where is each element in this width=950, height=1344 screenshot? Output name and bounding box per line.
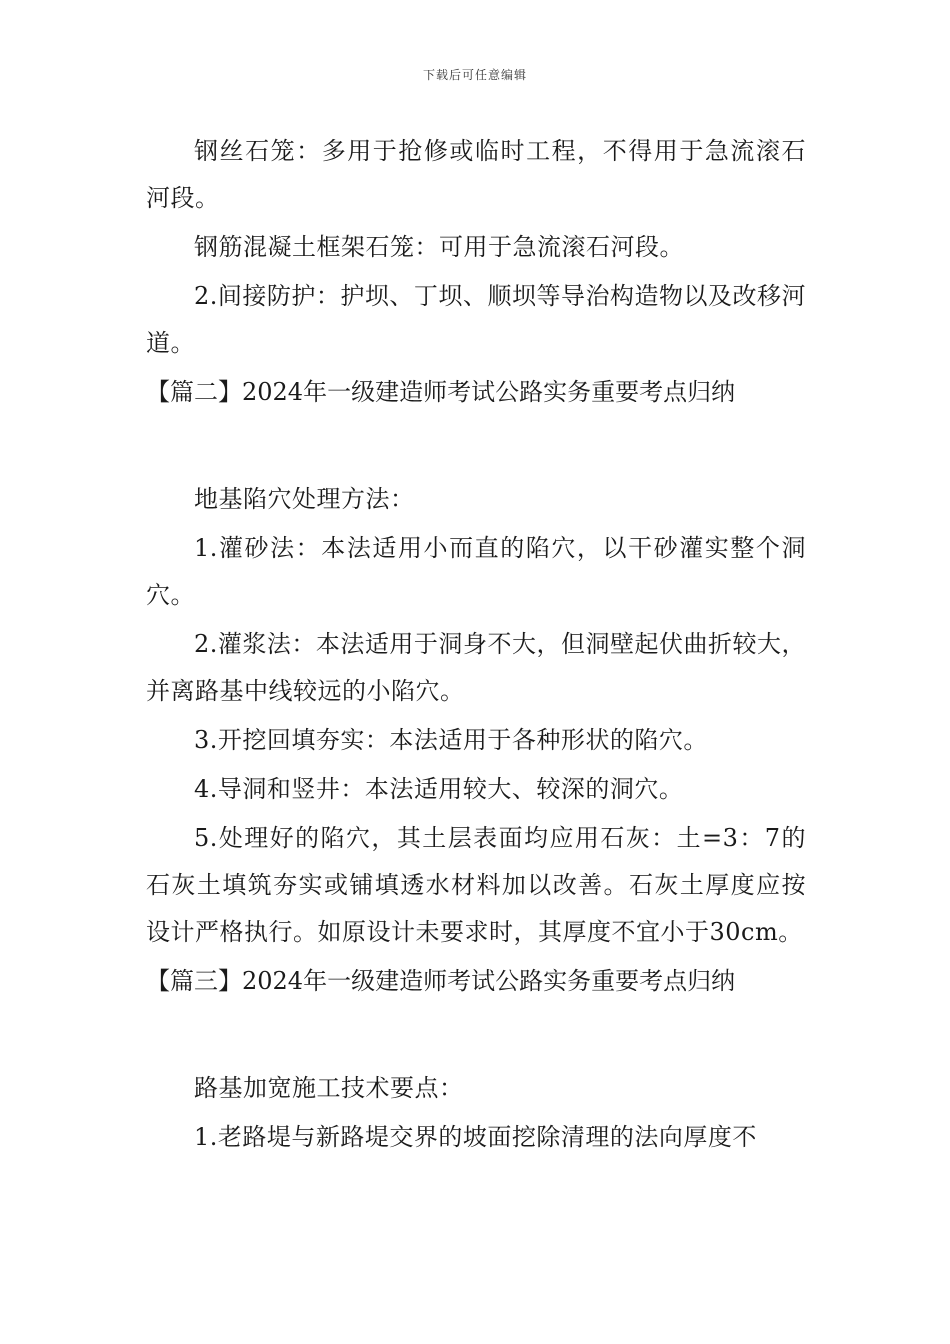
paragraph-rc-frame-gabion: 钢筋混凝土框架石笼：可用于急流滚石河段。	[194, 233, 684, 261]
paragraph-steel-wire-gabion: 钢丝石笼：多用于抢修或临时工程，不得用于急流滚石河段。	[146, 137, 806, 212]
section-heading-part-three: 【篇三】2024年一级建造师考试公路实务重要考点归纳	[146, 967, 736, 995]
paragraph-widening-points: 路基加宽施工技术要点：	[194, 1074, 464, 1102]
paragraph-sinkhole-methods: 地基陷穴处理方法：	[194, 485, 415, 513]
section-heading-part-two: 【篇二】2024年一级建造师考试公路实务重要考点归纳	[146, 378, 736, 406]
paragraph-pilot-tunnel-shaft: 4.导洞和竖井：本法适用较大、较深的洞穴。	[194, 775, 684, 803]
paragraph-excavate-backfill: 3.开挖回填夯实：本法适用于各种形状的陷穴。	[194, 726, 708, 754]
paragraph-old-new-embankment: 1.老路堤与新路堤交界的坡面挖除清理的法向厚度不	[194, 1123, 757, 1151]
header-note: 下载后可任意编辑	[422, 68, 527, 82]
section-spacer	[146, 1005, 806, 1065]
document-body	[146, 128, 806, 1163]
section-spacer	[146, 416, 806, 476]
paragraph-sand-filling: 1.灌砂法：本法适用小而直的陷穴，以干砂灌实整个洞穴。	[146, 534, 806, 609]
paragraph-treated-sinkhole: 5.处理好的陷穴，其土层表面均应用石灰：土=3：7的石灰土填筑夯实或铺填透水材料加以改善。石灰土厚度应按设计严格执行。如原设计未要求时，其厚度不宜小于30cm。	[146, 824, 806, 946]
paragraph-grouting: 2.灌浆法：本法适用于洞身不大，但洞壁起伏曲折较大，并离路基中线较远的小陷穴。	[146, 630, 806, 705]
paragraph-indirect-protection: 2.间接防护：护坝、丁坝、顺坝等导治构造物以及改移河道。	[146, 282, 806, 357]
